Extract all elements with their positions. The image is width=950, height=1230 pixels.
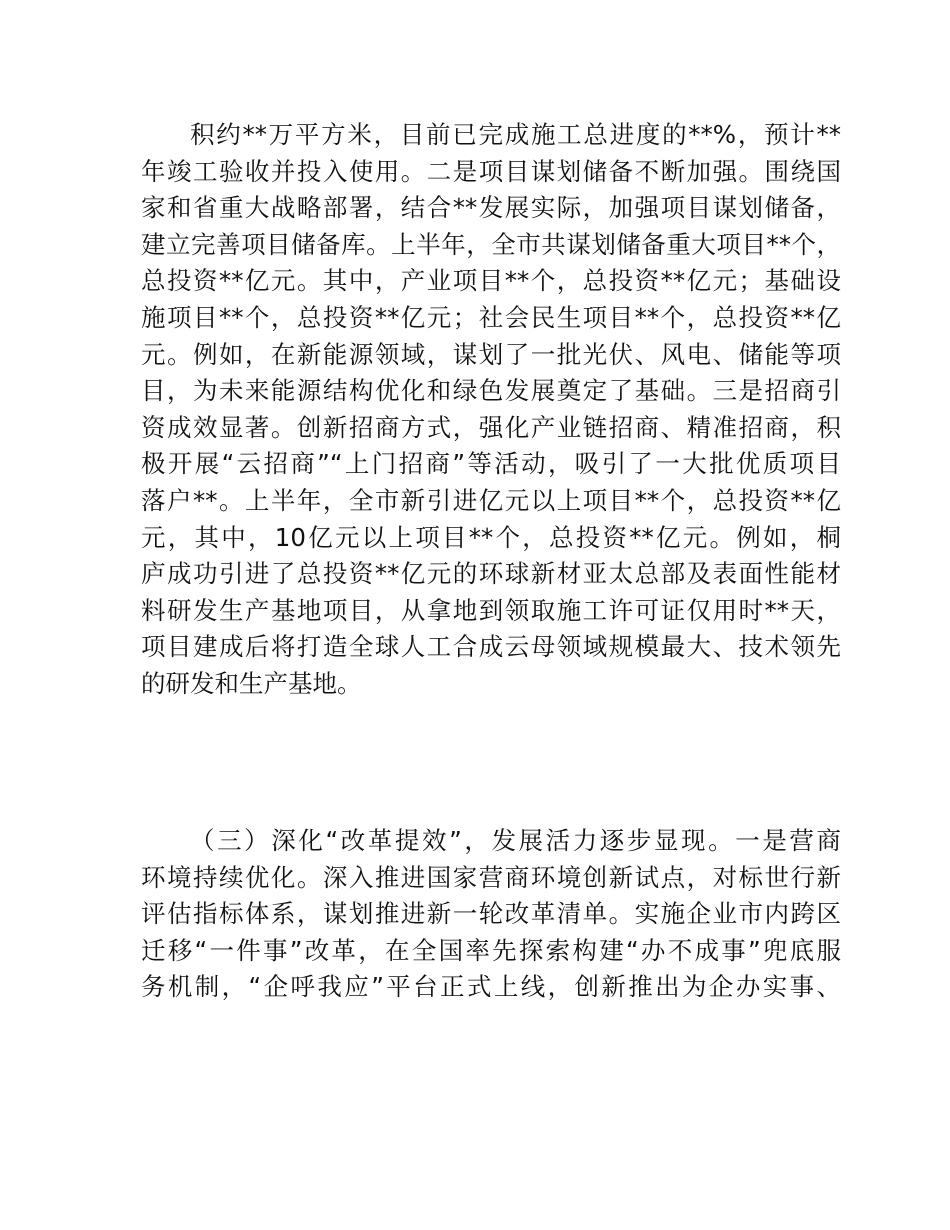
paragraph-line: 迁移“一件事”改革，在全国率先探索构建“办不成事”兜底服 xyxy=(141,935,841,965)
paragraph-2 xyxy=(141,823,841,1006)
paragraph-line: 庐成功引进了总投资**亿元的环球新材亚太总部及表面性能材 xyxy=(141,559,841,589)
paragraph-line: 料研发生产基地项目，从拿地到领取施工许可证仅用时**天， xyxy=(141,595,841,625)
paragraph-line: 项目建成后将打造全球人工合成云母领域规模最大、技术领先 xyxy=(141,632,841,662)
paragraph-1 xyxy=(141,117,841,703)
paragraph-line: 资成效显著。创新招商方式，强化产业链招商、精准招商，积 xyxy=(141,412,841,442)
paragraph-line: 评估指标体系，谋划推进新一轮改革清单。实施企业市内跨区 xyxy=(141,899,841,929)
paragraph-line: 家和省重大战略部署，结合**发展实际，加强项目谋划储备， xyxy=(141,193,841,223)
paragraph-line: 年竣工验收并投入使用。二是项目谋划储备不断加强。围绕国 xyxy=(141,156,841,186)
paragraph-line: （三）深化“改革提效”，发展活力逐步显现。一是营商 xyxy=(190,826,841,855)
paragraph-line: 环境持续优化。深入推进国家营商环境创新试点，对标世行新 xyxy=(141,862,841,892)
paragraph-line: 元。例如，在新能源领域，谋划了一批光伏、风电、储能等项 xyxy=(141,339,841,369)
paragraph-line: 极开展“云招商”“上门招商”等活动，吸引了一大批优质项目 xyxy=(141,449,841,479)
paragraph-line: 总投资**亿元。其中，产业项目**个，总投资**亿元；基础设 xyxy=(141,266,841,296)
paragraph-line: 施项目**个，总投资**亿元；社会民生项目**个，总投资**亿 xyxy=(141,302,841,332)
paragraph-line: 的研发和生产基地。 xyxy=(141,668,362,698)
paragraph-line: 积约**万平方米，目前已完成施工总进度的**%，预计** xyxy=(190,120,841,149)
paragraph-line: 元，其中，10亿元以上项目**个，总投资**亿元。例如，桐 xyxy=(141,522,841,552)
paragraph-line: 务机制，“企呼我应”平台正式上线，创新推出为企办实事、 xyxy=(141,972,841,1002)
paragraph-line: 落户**。上半年，全市新引进亿元以上项目**个，总投资**亿 xyxy=(141,485,841,515)
paragraph-line: 目，为未来能源结构优化和绿色发展奠定了基础。三是招商引 xyxy=(141,376,841,406)
paragraph-line: 建立完善项目储备库。上半年，全市共谋划储备重大项目**个， xyxy=(141,229,841,259)
